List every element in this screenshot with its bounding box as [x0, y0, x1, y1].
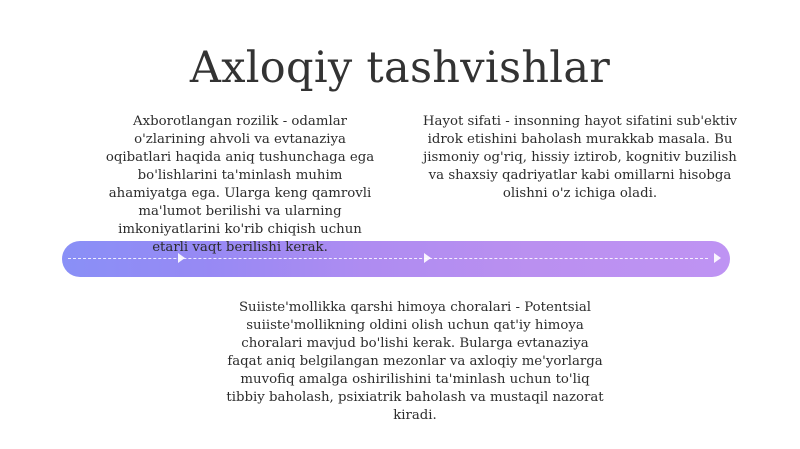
timeline-dashed-line	[68, 258, 708, 259]
arrow-right-icon	[424, 253, 431, 263]
abuse-safeguards-text: Suiiste'mollikka qarshi himoya choralari - Potentsial suiiste'mollikning oldini olish uchun qat'iy himoya choralari mavjud bo'lishi kerak. Bularga evtanaziya faqat aniq belgilangan mezonlar va axloqiy me'yorlarga muvofiq amalga oshirilishini ta'minlash uchun to'liq tibbiy baholash, psixiatrik baholash va mustaqil nazorat kiradi.	[226, 300, 604, 423]
quality-of-life-text: Hayot sifati - insonning hayot sifatini sub'ektiv idrok etishini baholash murakkab masala. Bu jismoniy og'riq, hissiy iztirob, kognitiv buzilish va shaxsiy qadriyatlar kabi omillarni hisobga olishni o'z ichiga oladi.	[422, 114, 738, 201]
slide-title: Axloqiy tashvishlar	[189, 42, 611, 93]
informed-consent-text: Axborotlangan rozilik - odamlar o'zlarining ahvoli va evtanaziya oqibatlari haqida aniq tushunchaga ega bo'lishlarini ta'minlash muhim ahamiyatga ega. Ularga keng qamrovli ma'lumot berilishi va ularning imkoniyatlarini ko'rib chiqish uchun etarli vaqt berilishi kerak.	[105, 114, 375, 255]
arrow-right-icon	[714, 253, 721, 263]
